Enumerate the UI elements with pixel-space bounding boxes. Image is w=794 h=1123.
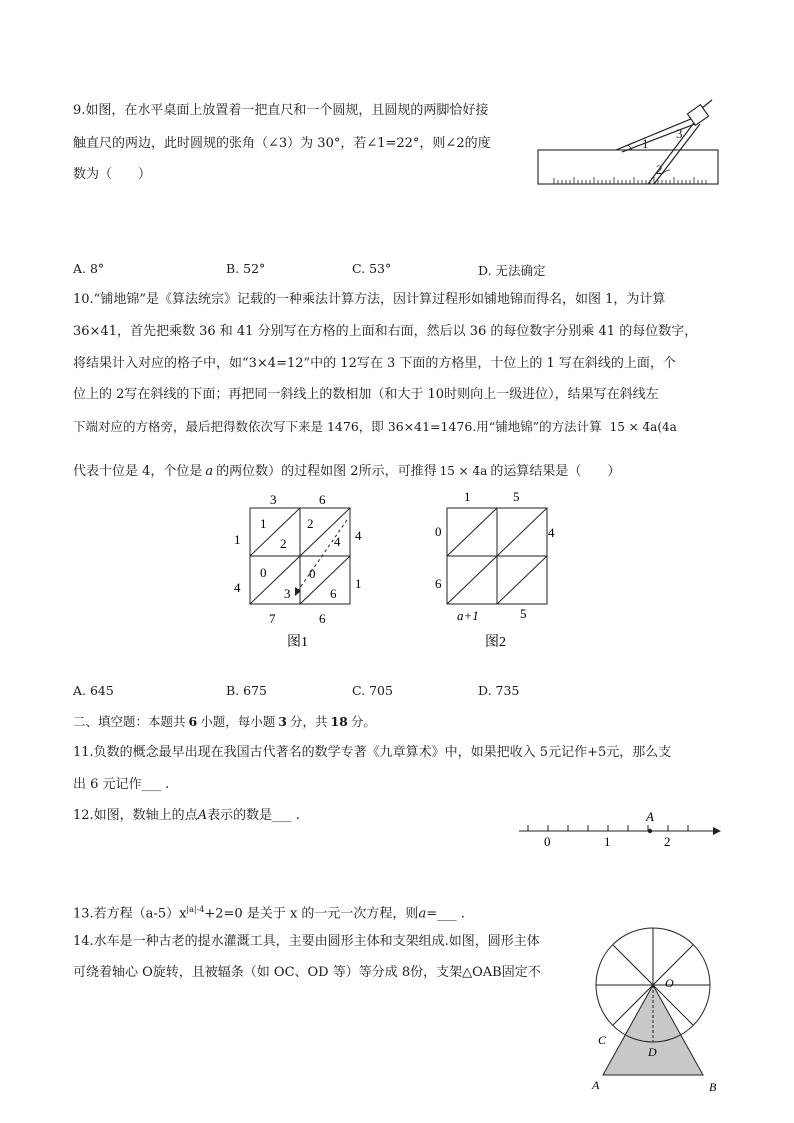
fig2-right-1: 4: [548, 525, 555, 540]
q10-option-b: B. 675: [226, 683, 267, 698]
section-2-suffix: 分。: [350, 714, 376, 729]
fig1-cell-1-lower: 2: [280, 536, 287, 551]
fig1-left-1: 1: [234, 532, 241, 547]
ruler-compass-figure: [530, 98, 730, 190]
fig1-bottom-1: 7: [269, 611, 276, 626]
section-2-points: 3: [278, 714, 287, 729]
fig1-cell-2-upper: 2: [307, 516, 314, 531]
number-line-tick-0: 0: [544, 834, 551, 849]
q10-formula-2: 15 × 4̄a: [439, 464, 488, 478]
q9-line-1: 9.如图，在水平桌面上放置着一把直尺和一个圆规，且圆规的两脚恰好接: [73, 103, 489, 118]
fig1-caption: 图1: [287, 635, 308, 650]
angle-label-1: 1: [642, 136, 649, 151]
q10-formula-1: 15 × 4̄a(4a: [609, 420, 677, 434]
q10-line-4: 位上的 2写在斜线的下面；再把同一斜线上的数相加（和大于 10时则向上一级进位），结果写在斜线左: [73, 387, 659, 402]
wheel-label-o: O: [665, 976, 674, 990]
number-line-tick-2: 2: [664, 834, 671, 849]
q10-line-6: [73, 461, 620, 482]
q12-line: [73, 806, 300, 826]
q9-option-c: C. 53°: [352, 261, 392, 276]
fig2-bottom-1: a+1: [457, 608, 479, 623]
number-line-point-a: [648, 829, 652, 833]
fig1-top-2: 6: [319, 492, 326, 507]
number-line-figure: [515, 806, 725, 850]
fig1-cell-1-upper: 1: [260, 516, 267, 531]
fig2-bottom-2: 5: [520, 606, 527, 621]
q10-line-2: 36×41，首先把乘数 36 和 41 分别写在方格的上面和右面，然后以 36 的每位数字分别乘 41 的每位数字，: [73, 324, 698, 339]
figure-2-grid: [430, 488, 570, 653]
q12-text-post: 表示的数是___ .: [207, 808, 300, 823]
fig1-cell-3-lower: 3: [284, 586, 291, 601]
angle-label-3: 3: [676, 126, 683, 141]
fig1-cell-4-lower: 6: [330, 586, 337, 601]
q9-option-a: A. 8°: [73, 261, 105, 276]
q9-line-3: 数为（ ）: [73, 167, 152, 182]
q9-option-b: B. 52°: [226, 261, 266, 276]
q13-exponent: |a|-4: [186, 905, 205, 914]
section-2-total: 18: [330, 714, 348, 729]
wheel-label-a: A: [592, 1078, 600, 1092]
q9-line-2: 触直尺的两边，此时圆规的张角（∠3）为 30°，若∠1=22°，则∠2的度: [73, 136, 491, 151]
fig2-left-2: 6: [435, 576, 442, 591]
q10-line-6-post: 的运算结果是（ ）: [490, 464, 621, 479]
q13-text-pre: 13.若方程（a-5）x: [73, 906, 187, 922]
fig1-cell-4-upper: 0: [309, 566, 316, 581]
q10-line-3: 将结果计入对应的格子中，如“3×4=12”中的 12写在 3 下面的方格里，十位上的 1 写在斜线的上面，个: [73, 356, 676, 371]
fig1-top-1: 3: [270, 492, 277, 507]
figure-1-grid: [225, 488, 375, 653]
q13-var-a: a: [418, 906, 427, 922]
q10-option-a: A. 645: [73, 683, 114, 698]
fig2-caption: 图2: [485, 635, 506, 650]
q13-line: [73, 900, 465, 924]
q10-line-6-mid: 的两位数）的过程如图 2所示，可推得: [216, 464, 437, 479]
section-2-mid1: 小题，每小题: [200, 714, 276, 729]
fig1-bottom-2: 6: [319, 611, 326, 626]
section-2-prefix: 二、填空题：本题共: [73, 714, 186, 729]
q10-line-1: 10.“铺地锦”是《算法统宗》记载的一种乘法计算方法，因计算过程形如铺地锦而得名，如图 1，为计算: [73, 292, 666, 307]
q13-text-mid: +2=0 是关于 x 的一元一次方程，则: [204, 906, 419, 922]
angle-label-2: 2: [656, 162, 663, 177]
q13-text-post: =___ .: [426, 906, 465, 922]
q10-option-c: C. 705: [352, 683, 393, 698]
number-line-tick-1: 1: [604, 834, 611, 849]
q14-line-1: 14.水车是一种古老的提水灌溉工具，主要由圆形主体和支架组成.如图，圆形主体: [73, 934, 540, 949]
wheel-label-c: C: [598, 1033, 607, 1047]
fig2-top-1: 1: [464, 489, 471, 504]
q14-line-2: 可绕着轴心 O旋转，且被辐条（如 OC、OD 等）等分成 8份，支架△OAB固定不: [73, 965, 541, 980]
fig1-right-2: 1: [355, 576, 362, 591]
q9-option-d: D. 无法确定: [478, 263, 546, 278]
q10-line-6-pre: 代表十位是 4，个位是: [73, 464, 203, 479]
fig2-left-1: 0: [435, 524, 442, 539]
fig1-right-1: 4: [355, 528, 362, 543]
wheel-label-d: D: [648, 1045, 657, 1059]
wheel-label-b: B: [709, 1080, 717, 1094]
fig1-left-2: 4: [234, 580, 241, 595]
section-2-mid2: 分，共: [289, 714, 328, 729]
number-line-point-label: A: [646, 809, 654, 824]
fig1-cell-3-upper: 0: [260, 565, 267, 580]
water-wheel-figure: [585, 925, 725, 1100]
q10-line-5: [73, 417, 677, 437]
q11-line-1: 11.负数的概念最早出现在我国古代著名的数学专著《九章算术》中，如果把收入 5元记作+5元，那么支: [73, 745, 672, 760]
q12-var-a: A: [197, 808, 208, 823]
section-2-heading: [73, 712, 376, 732]
q10-var-a: a: [205, 464, 214, 479]
section-2-count: 6: [188, 714, 198, 729]
fig2-top-2: 5: [513, 489, 520, 504]
q11-line-2: 出 6 元记作___ .: [73, 777, 170, 792]
fig1-cell-2-lower: 4: [334, 534, 341, 549]
q12-text-pre: 12.如图，数轴上的点: [73, 808, 198, 823]
q10-line-5-text: 下端对应的方格旁，最后把得数依次写下来是 1476，即 36×41=1476.用“铺地锦”的方法计算: [73, 419, 602, 434]
q10-option-d: D. 735: [478, 683, 520, 698]
